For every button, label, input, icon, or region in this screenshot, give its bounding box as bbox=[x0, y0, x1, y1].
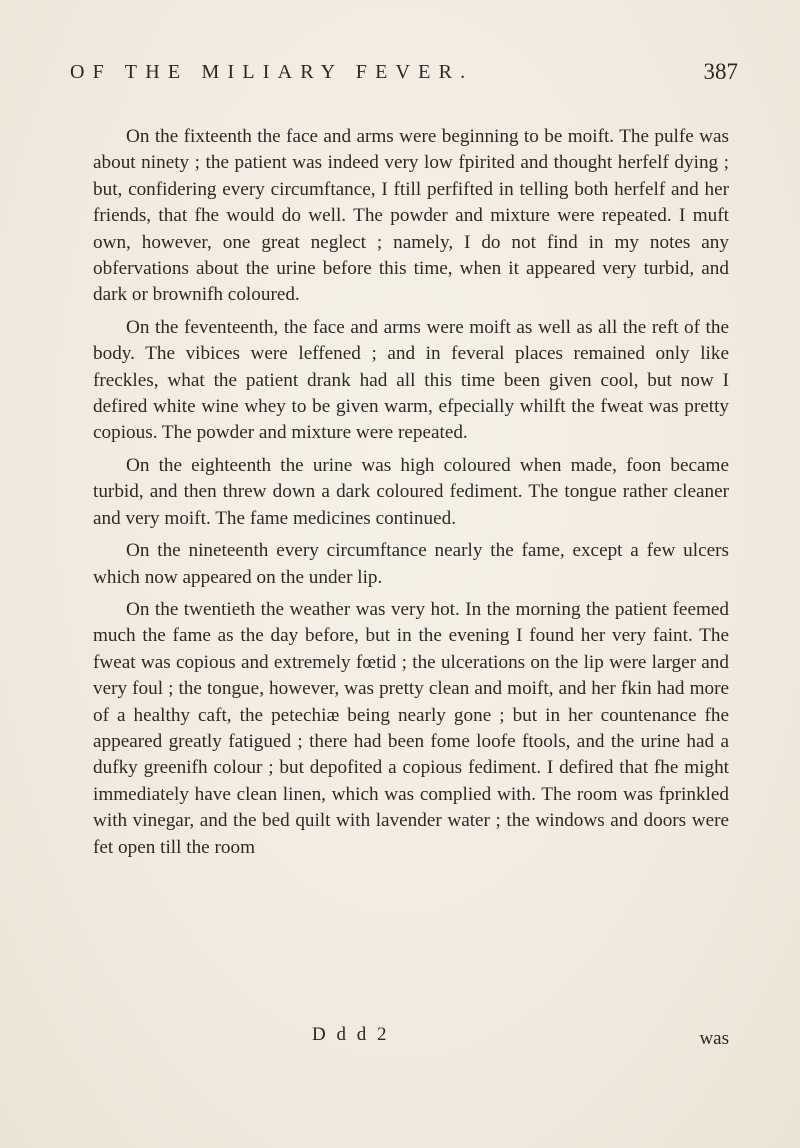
running-head: OF THE MILIARY FEVER. bbox=[70, 61, 474, 83]
paragraph-eighteenth: On the eighteenth the urine was high coloured when made, foon became turbid, and then threw down a dark coloured fediment. The tongue rather cleaner and very moift. The fame medicines continued. bbox=[93, 454, 729, 529]
paragraph-sixteenth: On the fixteenth the face and arms were beginning to be moift. The pulfe was about ninety ; the patient was indeed very low fpirited and thought herfelf dying ; but, confidering every circumftance, I ftill perfifted in telling both herfelf and her friends, that fhe would do well. The powder and mixture were repeated. I muft own, however, one great neglect ; namely, I do not find in my notes any obfervations about the urine before this time, when it appeared very turbid, and dark or brownifh coloured. bbox=[93, 126, 729, 306]
body-text bbox=[93, 124, 729, 867]
paragraph-seventeenth: On the feventeenth, the face and arms were moift as well as all the reft of the body. The vibices were leffened ; and in feveral places remained only like freckles, what the patient drank had all this time been given cool, but now I defired white wine whey to be given warm, efpecially whilft the fweat was pretty copious. The powder and mixture were repeated. bbox=[93, 316, 729, 444]
page-number: 387 bbox=[703, 59, 738, 84]
page-header bbox=[70, 57, 738, 93]
paragraph-twentieth: On the twentieth the weather was very hot. In the morning the patient feemed much the fame as the day before, but in the evening I found her very faint. The fweat was copious and extremely fœtid ; the ulcerations on the lip were larger and very foul ; the tongue, however, was pretty clean and moift, and her fkin had more of a healthy caft, the petechiæ being nearly gone ; but in her countenance fhe appeared greatly fatigued ; there had been fome loofe ftools, and the urine had a dufky greenifh colour ; but depofited a copious fediment. I defired that fhe might immediately have clean linen, which was complied with. The room was fprinkled with vinegar, and the bed quilt with lavender water ; the windows and doors were fet open till the room bbox=[93, 598, 729, 858]
catchword: was bbox=[699, 1028, 729, 1049]
page-footer bbox=[93, 1024, 729, 1054]
paragraph-nineteenth: On the nineteenth every circumftance nearly the fame, except a few ulcers which now appeared on the under lip. bbox=[93, 540, 729, 588]
signature-mark: D d d 2 bbox=[312, 1024, 390, 1045]
